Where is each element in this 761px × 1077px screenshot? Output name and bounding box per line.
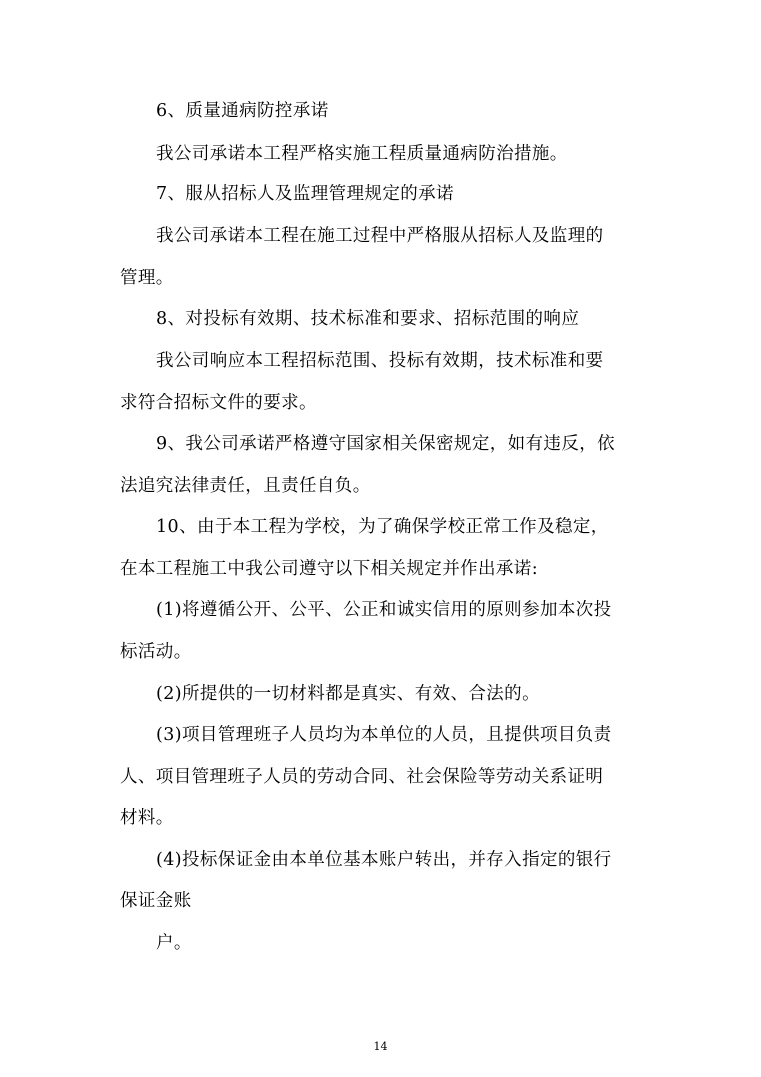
heading-8: 8、对投标有效期、技术标准和要求、招标范围的响应 <box>156 309 580 329</box>
paragraph-line: 求符合招标文件的要求。 <box>120 393 317 413</box>
list-item-line: (1)将遵循公开、公平、公正和诚实信用的原则参加本次投 <box>156 600 612 620</box>
paragraph-line: 管理。 <box>120 268 174 288</box>
paragraph-line: 我公司承诺本工程严格实施工程质量通病防治措施。 <box>156 144 568 164</box>
list-item-line: 人、项目管理班子人员的劳动合同、社会保险等劳动关系证明 <box>120 767 604 787</box>
heading-6: 6、质量通病防控承诺 <box>156 101 329 121</box>
list-item-line: 标活动。 <box>120 642 192 662</box>
list-item-line: (3)项目管理班子人员均为本单位的人员，且提供项目负责 <box>156 725 612 745</box>
list-item-line: 保证金账 <box>120 891 192 911</box>
list-item-line: (4)投标保证金由本单位基本账户转出，并存入指定的银行 <box>156 850 612 870</box>
paragraph-line: 法追究法律责任，且责任自负。 <box>120 476 371 496</box>
paragraph-line: 我公司响应本工程招标范围、投标有效期，技术标准和要 <box>156 351 604 371</box>
paragraph-line: 我公司承诺本工程在施工过程中严格服从招标人及监理的 <box>156 226 604 246</box>
list-item-line: (2)所提供的一切材料都是真实、有效、合法的。 <box>156 684 540 704</box>
page-number: 14 <box>373 1040 388 1053</box>
paragraph-line: 9、我公司承诺严格遵守国家相关保密规定，如有违反，依 <box>156 434 616 454</box>
paragraph-line: 在本工程施工中我公司遵守以下相关规定并作出承诺: <box>120 559 538 579</box>
paragraph-line: 10、由于本工程为学校，为了确保学校正常工作及稳定， <box>156 517 609 537</box>
list-item-line: 材料。 <box>120 808 174 828</box>
heading-7: 7、服从招标人及监理管理规定的承诺 <box>156 184 454 204</box>
list-item-line: 户。 <box>156 933 192 953</box>
